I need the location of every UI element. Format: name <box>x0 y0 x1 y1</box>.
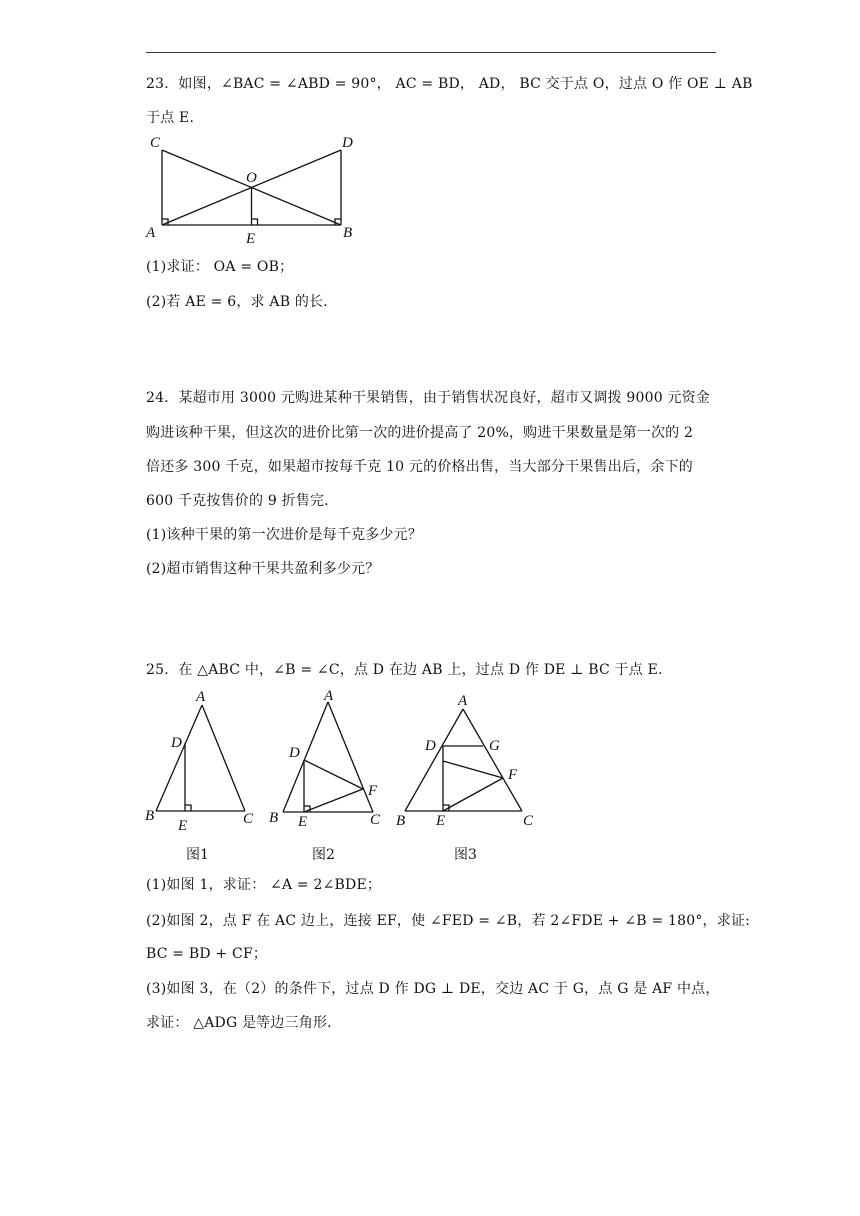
q23-label-A: A <box>146 225 156 241</box>
fig2-label-A: A <box>324 688 334 704</box>
q23-stem-line1: 23．如图，∠BAC = ∠ABD = 90°， AC = BD， AD， BC 交于点 O，过点 O 作 OE ⊥ AB <box>146 76 753 92</box>
q23-label-B: B <box>343 225 353 241</box>
q23-label-D: D <box>342 135 353 151</box>
q23-stem-line2: 于点 E． <box>146 110 204 126</box>
q25-figure3 <box>392 684 552 836</box>
q24-stem-line3: 倍还多 300 千克，如果超市按每千克 10 元的价格出售，当大部分干果售出后，余下的 <box>146 459 693 475</box>
fig3-label-F: F <box>508 767 518 783</box>
fig1-label-B: B <box>145 808 155 824</box>
q25-part2-line2: BC = BD + CF； <box>146 946 268 962</box>
q23-label-O: O <box>246 170 257 186</box>
q24-part2: (2)超市销售这种干果共盈利多少元？ <box>146 561 380 577</box>
q25-figure2 <box>262 684 392 836</box>
q24-stem-line1: 24．某超市用 3000 元购进某种干果销售，由于销售状况良好，超市又调拨 9000 元资金 <box>146 390 711 406</box>
q25-caption2: 图2 <box>312 847 335 863</box>
q25-caption3: 图3 <box>454 847 477 863</box>
fig1-label-A: A <box>196 689 206 705</box>
q25-part3-line1: (3)如图 3，在（2）的条件下，过点 D 作 DG ⊥ DE，交边 AC 于 G，点 G 是 AF 中点， <box>146 981 720 997</box>
q24-stem-line4: 600 千克按售价的 9 折售完． <box>146 493 339 509</box>
fig3-label-G: G <box>489 738 500 754</box>
q23-part2: (2)若 AE = 6，求 AB 的长． <box>146 294 338 310</box>
fig2-label-B: B <box>269 810 279 826</box>
q24-part1: (1)该种干果的第一次进价是每千克多少元？ <box>146 527 423 543</box>
q25-part3-line2: 求证： △ADG 是等边三角形． <box>146 1015 342 1031</box>
fig2-label-E: E <box>298 814 308 830</box>
q25-part2-line1: (2)如图 2，点 F 在 AC 边上，连接 EF，使 ∠FED = ∠B，若 2∠FDE + ∠B = 180°，求证: <box>146 913 751 929</box>
q23-part1: (1)求证： OA = OB； <box>146 259 294 275</box>
q25-part1: (1)如图 1，求证： ∠A = 2∠BDE； <box>146 877 382 893</box>
fig2-label-D: D <box>289 745 300 761</box>
q24-stem-line2: 购进该种干果，但这次的进价比第一次的进价提高了 20%，购进干果数量是第一次的 2 <box>146 425 694 441</box>
header-rule <box>146 52 716 53</box>
q23-label-C: C <box>150 135 161 151</box>
fig3-label-C: C <box>523 813 534 829</box>
q25-caption1: 图1 <box>186 847 209 863</box>
fig3-label-E: E <box>436 813 446 829</box>
q25-stem: 25．在 △ABC 中，∠B = ∠C，点 D 在边 AB 上，过点 D 作 DE ⊥ BC 于点 E． <box>146 662 673 678</box>
fig1-label-C: C <box>243 811 254 827</box>
q23-label-E: E <box>246 231 256 247</box>
fig3-label-A: A <box>458 693 468 709</box>
q25-figure1 <box>140 684 270 836</box>
fig2-label-C: C <box>370 812 381 828</box>
fig1-label-D: D <box>171 735 182 751</box>
q23-figure <box>140 128 370 250</box>
fig1-label-E: E <box>178 818 188 834</box>
fig2-label-F: F <box>368 783 378 799</box>
fig3-label-B: B <box>396 813 406 829</box>
fig3-label-D: D <box>425 738 436 754</box>
